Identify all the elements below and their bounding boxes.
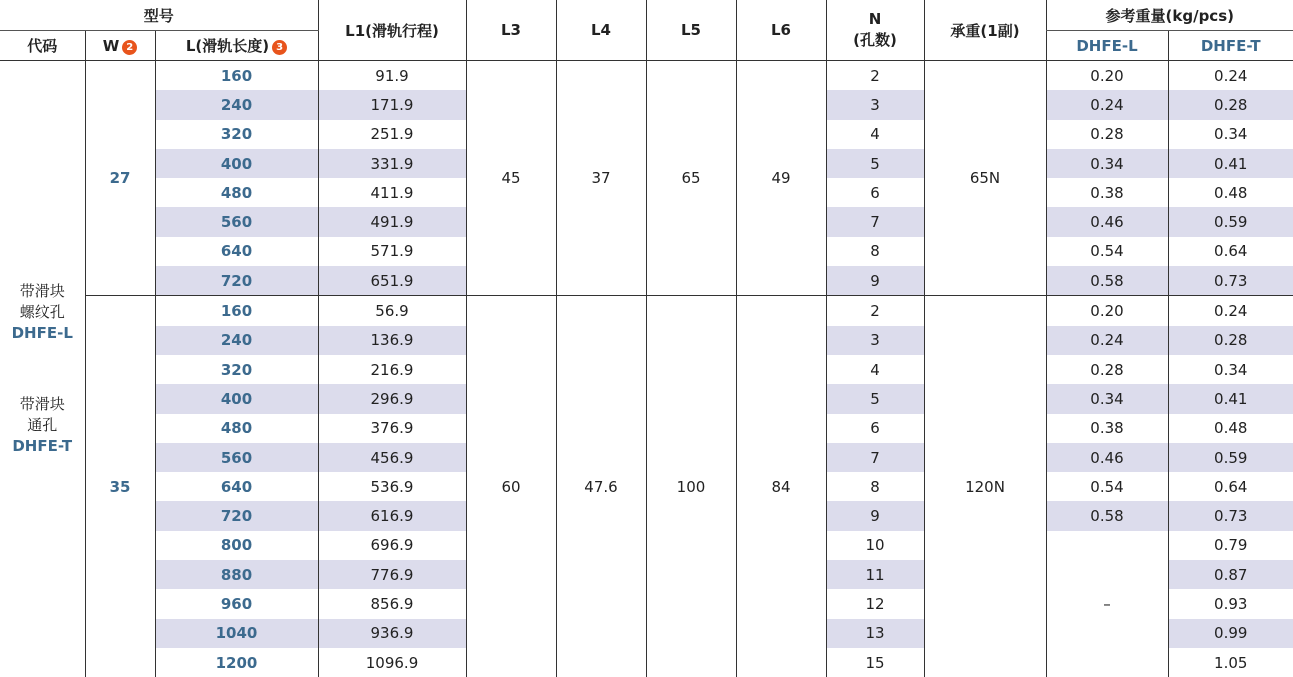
l-cell: 160 (155, 296, 318, 326)
n-cell: 15 (826, 648, 924, 677)
w-header-label: W (103, 37, 120, 55)
l-cell: 640 (155, 237, 318, 266)
l-header-label: L(滑轨长度) (186, 37, 269, 55)
l1-cell: 456.9 (318, 443, 466, 472)
l1-cell: 331.9 (318, 149, 466, 178)
l1-cell: 251.9 (318, 120, 466, 149)
n-cell: 8 (826, 237, 924, 266)
l-cell: 480 (155, 414, 318, 443)
n-cell: 11 (826, 560, 924, 589)
weight-l-cell: 0.38 (1046, 414, 1168, 443)
weight-t-cell: 0.24 (1168, 61, 1293, 91)
load-cell: 65N (924, 61, 1046, 296)
load-header: 承重(1副) (924, 0, 1046, 61)
n-cell: 13 (826, 619, 924, 648)
weight-l-cell: 0.24 (1046, 326, 1168, 355)
l3-header: L3 (466, 0, 556, 61)
n-cell: 4 (826, 355, 924, 384)
code-a-line1: 带滑块 (0, 281, 85, 302)
code-a-model: DHFE-L (0, 323, 85, 344)
weight-t-cell: 0.34 (1168, 355, 1293, 384)
weight-t-cell: 0.87 (1168, 560, 1293, 589)
l-cell: 800 (155, 531, 318, 560)
weight-l-cell: 0.38 (1046, 178, 1168, 207)
dhfe-l-weight-header: DHFE-L (1046, 31, 1168, 61)
weight-header: 参考重量(kg/pcs) (1046, 0, 1293, 31)
weight-t-cell: 0.99 (1168, 619, 1293, 648)
weight-l-cell: 0.54 (1046, 472, 1168, 501)
weight-l-cell: 0.20 (1046, 61, 1168, 91)
w-cell: 27 (85, 61, 155, 296)
l1-cell: 171.9 (318, 90, 466, 119)
weight-t-cell: 0.34 (1168, 120, 1293, 149)
table-row (0, 296, 1293, 326)
l1-cell: 536.9 (318, 472, 466, 501)
load-cell: 120N (924, 296, 1046, 677)
l3-cell: 45 (466, 61, 556, 296)
l-cell: 400 (155, 149, 318, 178)
w-header (85, 31, 155, 61)
weight-t-cell: 0.93 (1168, 589, 1293, 618)
l-cell: 160 (155, 61, 318, 91)
table-body (0, 61, 1293, 677)
n-cell: 7 (826, 443, 924, 472)
l1-cell: 571.9 (318, 237, 466, 266)
l-cell: 240 (155, 90, 318, 119)
note-2-badge: 2 (122, 40, 137, 55)
n-cell: 3 (826, 326, 924, 355)
l-cell: 960 (155, 589, 318, 618)
l-cell: 880 (155, 560, 318, 589)
n-cell: 2 (826, 296, 924, 326)
l1-cell: 136.9 (318, 326, 466, 355)
l1-cell: 696.9 (318, 531, 466, 560)
l5-cell: 65 (646, 61, 736, 296)
weight-l-cell: 0.46 (1046, 207, 1168, 236)
weight-t-cell: 0.79 (1168, 531, 1293, 560)
l6-header: L6 (736, 0, 826, 61)
n-cell: 5 (826, 384, 924, 413)
n-cell: 2 (826, 61, 924, 91)
l5-header: L5 (646, 0, 736, 61)
l6-cell: 49 (736, 61, 826, 296)
l-cell: 320 (155, 120, 318, 149)
l1-cell: 491.9 (318, 207, 466, 236)
l1-cell: 856.9 (318, 589, 466, 618)
code-b-line1: 带滑块 (0, 394, 85, 415)
weight-t-cell: 0.64 (1168, 472, 1293, 501)
weight-t-cell: 0.59 (1168, 207, 1293, 236)
n-cell: 7 (826, 207, 924, 236)
l-cell: 720 (155, 266, 318, 296)
weight-t-cell: 0.59 (1168, 443, 1293, 472)
note-3-badge: 3 (272, 40, 287, 55)
n-cell: 9 (826, 266, 924, 296)
l-cell: 560 (155, 207, 318, 236)
l5-cell: 100 (646, 296, 736, 677)
l-cell: 480 (155, 178, 318, 207)
n-header-sub: (孔数) (827, 30, 924, 51)
weight-l-cell: 0.46 (1046, 443, 1168, 472)
l4-cell: 47.6 (556, 296, 646, 677)
l-cell: 240 (155, 326, 318, 355)
l1-cell: 936.9 (318, 619, 466, 648)
n-cell: 4 (826, 120, 924, 149)
l4-cell: 37 (556, 61, 646, 296)
weight-l-cell: 0.28 (1046, 355, 1168, 384)
l1-cell: 411.9 (318, 178, 466, 207)
table-row (0, 61, 1293, 91)
weight-t-cell: 0.73 (1168, 266, 1293, 296)
n-cell: 5 (826, 149, 924, 178)
code-b-line2: 通孔 (0, 415, 85, 436)
weight-l-cell: 0.20 (1046, 296, 1168, 326)
n-cell: 10 (826, 531, 924, 560)
weight-t-cell: 1.05 (1168, 648, 1293, 677)
l-cell: 720 (155, 501, 318, 530)
l1-cell: 651.9 (318, 266, 466, 296)
weight-l-cell: 0.34 (1046, 384, 1168, 413)
l-cell: 1200 (155, 648, 318, 677)
w-cell: 35 (85, 296, 155, 677)
weight-l-cell: 0.34 (1046, 149, 1168, 178)
l-header (155, 31, 318, 61)
weight-t-cell: 0.28 (1168, 90, 1293, 119)
weight-t-cell: 0.64 (1168, 237, 1293, 266)
l-cell: 1040 (155, 619, 318, 648)
dhfe-t-weight-header: DHFE-T (1168, 31, 1293, 61)
l1-cell: 216.9 (318, 355, 466, 384)
l1-cell: 56.9 (318, 296, 466, 326)
l1-cell: 1096.9 (318, 648, 466, 677)
model-header: 型号 (0, 0, 318, 31)
l1-cell: 376.9 (318, 414, 466, 443)
code-cell (0, 61, 85, 677)
weight-l-cell: 0.54 (1046, 237, 1168, 266)
n-cell: 6 (826, 414, 924, 443)
code-a-line2: 螺纹孔 (0, 302, 85, 323)
l1-cell: 296.9 (318, 384, 466, 413)
n-cell: 9 (826, 501, 924, 530)
l6-cell: 84 (736, 296, 826, 677)
weight-t-cell: 0.73 (1168, 501, 1293, 530)
weight-t-cell: 0.48 (1168, 414, 1293, 443)
l-cell: 320 (155, 355, 318, 384)
weight-t-cell: 0.24 (1168, 296, 1293, 326)
n-header-label: N (827, 9, 924, 30)
n-cell: 6 (826, 178, 924, 207)
l1-header: L1(滑轨行程) (318, 0, 466, 61)
weight-l-dash-cell: – (1046, 531, 1168, 677)
l-cell: 560 (155, 443, 318, 472)
l3-cell: 60 (466, 296, 556, 677)
weight-l-cell: 0.24 (1046, 90, 1168, 119)
weight-t-cell: 0.28 (1168, 326, 1293, 355)
l1-cell: 616.9 (318, 501, 466, 530)
code-b-model: DHFE-T (0, 436, 85, 457)
weight-t-cell: 0.41 (1168, 149, 1293, 178)
n-header (826, 0, 924, 61)
n-cell: 3 (826, 90, 924, 119)
l-cell: 400 (155, 384, 318, 413)
weight-l-cell: 0.58 (1046, 501, 1168, 530)
weight-l-cell: 0.58 (1046, 266, 1168, 296)
n-cell: 12 (826, 589, 924, 618)
l1-cell: 776.9 (318, 560, 466, 589)
l1-cell: 91.9 (318, 61, 466, 91)
l-cell: 640 (155, 472, 318, 501)
weight-t-cell: 0.41 (1168, 384, 1293, 413)
code-header: 代码 (0, 31, 85, 61)
weight-t-cell: 0.48 (1168, 178, 1293, 207)
l4-header: L4 (556, 0, 646, 61)
weight-l-cell: 0.28 (1046, 120, 1168, 149)
n-cell: 8 (826, 472, 924, 501)
